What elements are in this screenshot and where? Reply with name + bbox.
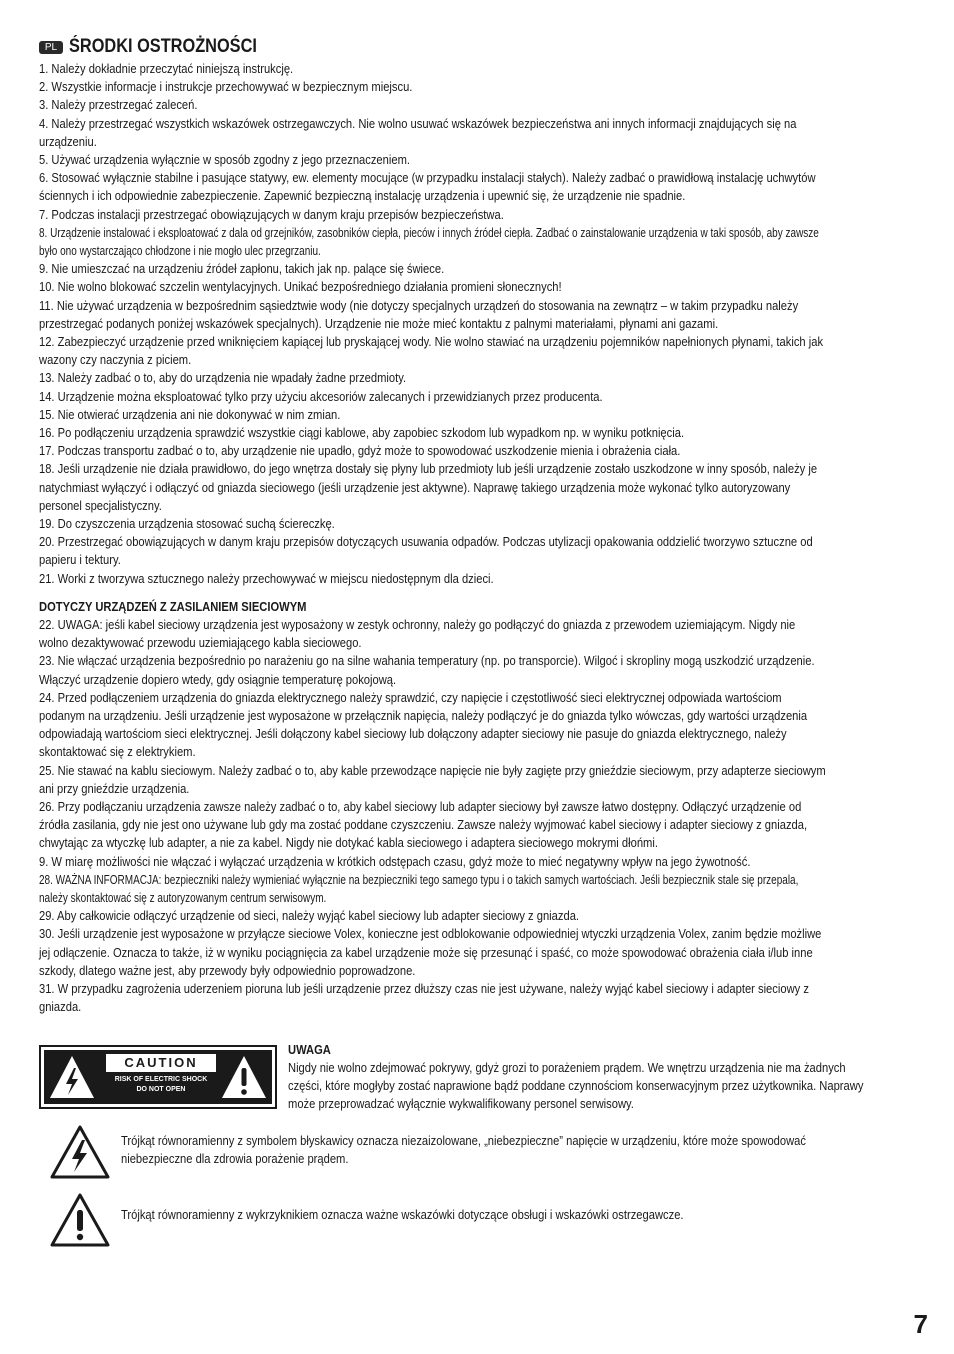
mains-heading: DOTYCZY URZĄDZEŃ Z ZASILANIEM SIECIOWYM bbox=[39, 598, 307, 614]
lightning-triangle-icon bbox=[49, 1124, 111, 1180]
lightning-symbol-row bbox=[39, 1124, 919, 1184]
warning-body: Nigdy nie wolno zdejmować pokrywy, gdyż grozi to porażeniem prądem. We wnętrzu urządzenia nie ma żadnych części, które mogłyby zostać naprawione bądź poddane czynnościom konserwacyjnym przez użytkownika. Naprawy może przeprowadzać wyłącznie wykwalifikowany personel serwisowy. bbox=[288, 1060, 867, 1112]
exclamation-symbol-row bbox=[39, 1192, 919, 1252]
list-item: 29. Aby całkowicie odłączyć urządzenie od sieci, należy wyjąć kabel sieciowy lub adapter sieciowy z gniazda. bbox=[39, 908, 580, 924]
lightning-triangle-icon bbox=[48, 1054, 96, 1100]
warning-text-block bbox=[288, 1041, 928, 1114]
caution-label-center bbox=[106, 1054, 216, 1100]
list-item: 16. Po podłączeniu urządzenia sprawdzić wszystkie ciągi kablowe, aby zapobiec szkodom lub wypadkom np. w wyniku potknięcia. bbox=[39, 425, 685, 441]
list-item: 19. Do czyszczenia urządzenia stosować suchą ściereczkę. bbox=[39, 516, 335, 532]
list-item: 6. Stosować wyłącznie stabilne i pasujące statywy, ew. elementy mocujące (w przypadku instalacji stałych). Należy zadbać o prawidłową instalację uchwytów ściennych i ich odpowiednie zabezpieczenie. Zapewnić bezpieczną instalację urządzenia i upewnić się, że urządzenie nie spadnie. bbox=[39, 170, 819, 204]
section-header bbox=[39, 36, 919, 58]
list-item: 24. Przed podłączeniem urządzenia do gniazda elektrycznego należy sprawdzić, czy napięcie i częstotliwość sieci elektrycznej odpowiada wartościom podanym na urządzeniu. Jeśli urządzenie jest wyposażone w przełącznik napięcia, należy podłączyć je do gniazda tylko wówczas, gdy wartości urządzenia odpowiadają wartościom sieci elektrycznej. Jeśli dołączony kabel sieciowy lub dołączony adapter sieciowy nie pasuje do gniazda elektrycznego, należy skontaktować się z elektrykiem. bbox=[39, 689, 811, 760]
list-item: 7. Podczas instalacji przestrzegać obowiązujących w danym kraju przepisów bezpieczeństwa. bbox=[39, 206, 504, 222]
caution-title: CAUTION bbox=[106, 1054, 216, 1072]
list-item: 22. UWAGA: jeśli kabel sieciowy urządzenia jest wyposażony w zestyk ochronny, należy go podłączyć do gniazda z przewodem uziemiającym. Nigdy nie wolno dezaktywować przewodu uziemiającego kabla sieciowego. bbox=[39, 616, 799, 651]
list-item: 31. W przypadku zagrożenia uderzeniem pioruna lub jeśli urządzenie przez dłuższy czas nie jest używane, należy wyjąć kabel sieciowy i adapter sieciowy z gniazda. bbox=[39, 980, 813, 1015]
list-item: 23. Nie włączać urządzenia bezpośrednio po narażeniu go na silne wahania temperatury (np. po transporcie). Wilgoć i skropliny mogą uszkodzić urządzenie. Włączyć urządzenie dopiero wtedy, gdy osiągnie temperaturę pokojową. bbox=[39, 653, 818, 687]
language-badge: PL bbox=[39, 41, 63, 54]
list-item: 9. Nie umieszczać na urządzeniu źródeł zapłonu, takich jak np. palące się świece. bbox=[39, 261, 445, 277]
exclamation-symbol-text: Trójkąt równoramienny z wykrzyknikiem oznacza ważne wskazówki dotyczące obsługi i wskazówki ostrzegawcze. bbox=[121, 1207, 684, 1222]
caution-label-body bbox=[44, 1050, 272, 1104]
caution-subtitle bbox=[106, 1075, 216, 1095]
page-title: ŚRODKI OSTROŻNOŚCI bbox=[69, 36, 257, 57]
exclamation-symbol-text-wrap bbox=[121, 1206, 921, 1224]
list-item: 26. Przy podłączaniu urządzenia zawsze należy zadbać o to, aby kabel sieciowy lub adapter sieciowy był zawsze łatwo dostępny. Odłączyć urządzenie od źródła zasilania, gdy nie jest ono używane lub gdy ma zostać poddane czyszczeniu. Zawsze należy wyjmować kabel sieciowy i adapter sieciowy z gniazda, chwytając za wtyczkę lub adapter, a nie za kabel. Nigdy nie dotykać kabla sieciowego i adaptera sieciowego mokrymi dłońmi. bbox=[39, 798, 811, 851]
list-item: 2. Wszystkie informacje i instrukcje przechowywać w bezpiecznym miejscu. bbox=[39, 79, 413, 95]
list-item: 15. Nie otwierać urządzenia ani nie dokonywać w nim zmian. bbox=[39, 406, 341, 422]
mains-safety-list bbox=[39, 616, 919, 1016]
caution-label bbox=[39, 1045, 277, 1109]
lightning-symbol-text: Trójkąt równoramienny z symbolem błyskawicy oznacza niezaizolowane, „niebezpieczne” napięcie w urządzeniu, które może spowodować niebezpieczne dla zdrowia porażenie prądem. bbox=[121, 1133, 810, 1167]
general-safety-list bbox=[39, 60, 919, 588]
list-item: 21. Worki z tworzywa sztucznego należy przechowywać w miejscu niedostępnym dla dzieci. bbox=[39, 570, 494, 586]
list-item: 4. Należy przestrzegać wszystkich wskazówek ostrzegawczych. Nie wolno usuwać wskazówek bezpieczeństwa ani innych informacji znajdujących się na urządzeniu. bbox=[39, 115, 800, 149]
caution-line-1: RISK OF ELECTRIC SHOCK bbox=[114, 1076, 208, 1083]
caution-line-2: DO NOT OPEN bbox=[136, 1086, 186, 1093]
list-item: 28. WAŻNA INFORMACJA: bezpieczniki należy wymieniać wyłącznie na bezpieczniki tego samego typu i o takich samych wartościach. Jeśli bezpiecznik stale się przepala, należy skontaktować się z autoryzowanym centrum serwisowym. bbox=[39, 872, 802, 905]
list-item: 1. Należy dokładnie przeczytać niniejszą instrukcję. bbox=[39, 61, 294, 76]
list-item: 20. Przestrzegać obowiązujących w danym kraju przepisów dotyczących usuwania odpadów. Podczas utylizacji opakowania oddzielić tworzywo sztuczne od papieru i tektury. bbox=[39, 534, 816, 568]
page-number: 7 bbox=[913, 1309, 928, 1339]
list-item: 11. Nie używać urządzenia w bezpośrednim sąsiedztwie wody (nie dotyczy specjalnych urządzeń do stosowania na zewnątrz – w takim przypadku należy przestrzegać podanych poniżej wskazówek specjalnych). Urządzenie nie może mieć kontaktu z palnymi materiałami, płynami ani gazami. bbox=[39, 297, 802, 331]
list-item: 25. Nie stawać na kablu sieciowym. Należy zadbać o to, aby kable przewodzące napięcie nie były zagięte przy gnieździe sieciowym, przy adapterze sieciowym ani przy gnieździe urządzenia. bbox=[39, 762, 829, 796]
exclamation-triangle-icon bbox=[220, 1054, 268, 1100]
caution-warning-block bbox=[39, 1041, 919, 1121]
list-item: 10. Nie wolno blokować szczelin wentylacyjnych. Unikać bezpośredniego działania promieni słonecznych! bbox=[39, 279, 562, 295]
precautions-section bbox=[39, 36, 919, 1016]
lightning-symbol-text-wrap bbox=[121, 1132, 921, 1168]
list-item: 3. Należy przestrzegać zaleceń. bbox=[39, 97, 198, 113]
list-item: 5. Używać urządzenia wyłącznie w sposób zgodny z jego przeznaczeniem. bbox=[39, 152, 410, 168]
list-item: 9. W miarę możliwości nie włączać i wyłączać urządzenia w krótkich odstępach czasu, gdyż może to mieć negatywny wpływ na jego żywotność. bbox=[39, 853, 751, 869]
warning-title: UWAGA bbox=[288, 1042, 331, 1057]
list-item: 18. Jeśli urządzenie nie działa prawidłowo, do jego wnętrza dostały się płyny lub przedmioty lub jeśli urządzenie zostało uszkodzone w inny sposób, należy je natychmiast wyłączyć i odłączyć od gniazda sieciowego (jeśli urządzenie jest aktywne). Naprawę takiego urządzenia może wykonać tylko autoryzowany personel specjalistyczny. bbox=[39, 461, 821, 513]
list-item: 17. Podczas transportu zadbać o to, aby urządzenie nie upadło, gdyż może to spowodować uszkodzenie mienia i obrażenia ciała. bbox=[39, 443, 681, 459]
exclamation-triangle-icon bbox=[49, 1192, 111, 1248]
list-item: 30. Jeśli urządzenie jest wyposażone w przyłącze sieciowe Volex, konieczne jest odblokowanie odpowiedniej wtyczki urządzenia Volex, zanim będzie możliwe jej odłączenie. Oznacza to także, iż w wyniku pociągnięcia za kabel urządzenie może się przesunąć i spaść, co może spowodować obrażenia ciała i/lub inne szkody, dlatego ważne jest, aby przewody były odpowiednio poprowadzone. bbox=[39, 926, 825, 978]
list-item: 14. Urządzenie można eksploatować tylko przy użyciu akcesoriów zalecanych i przewidzianych przez producenta. bbox=[39, 388, 603, 404]
list-item: 13. Należy zadbać o to, aby do urządzenia nie wpadały żadne przedmioty. bbox=[39, 370, 407, 386]
list-item: 12. Zabezpieczyć urządzenie przed wniknięciem kapiącej lub pryskającej wody. Nie wolno stawiać na urządzeniu pojemników napełnionych płynami, takich jak wazony czy naczynia z piciem. bbox=[39, 334, 827, 368]
list-item: 8. Urządzenie instalować i eksploatować z dala od grzejników, zasobników ciepła, pieców i innych źródeł ciepła. Zadbać o zainstalowanie urządzenia w taki sposób, aby zawsze było ono wystarczająco chłodzone i nie mogło ulec przegrzaniu. bbox=[39, 225, 822, 259]
